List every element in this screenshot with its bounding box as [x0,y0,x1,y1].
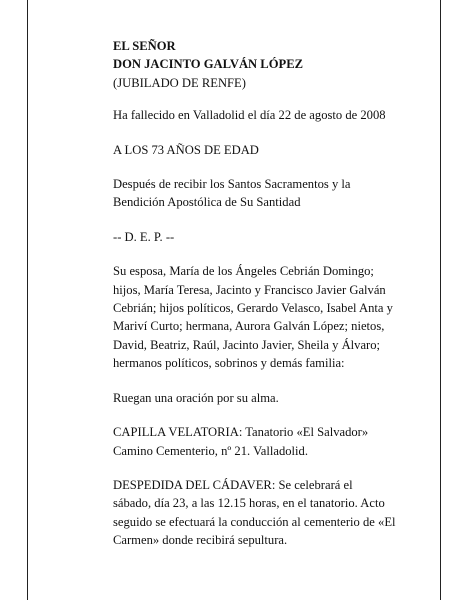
chapel-paragraph [113,423,433,460]
sacraments-line: Bendición Apostólica de Su Santidad [113,195,301,210]
honorific-title: EL SEÑOR [113,39,176,53]
death-notice-paragraph [113,106,433,124]
prayer-line: Ruegan una oración por su alma. [113,390,279,405]
age-line: A LOS 73 AÑOS DE EDAD [113,142,259,157]
rip-line: -- D. E. P. -- [113,229,175,244]
family-line: David, Beatriz, Raúl, Jacinto Javier, Sheila y Álvaro; [113,337,381,352]
deceased-occupation: (JUBILADO DE RENFE) [113,75,246,90]
family-paragraph [113,262,433,372]
sacraments-line: Después de recibir los Santos Sacramentos y la [113,177,351,192]
death-notice-line: Ha fallecido en Valladolid el día 22 de agosto de 2008 [113,108,386,123]
sacraments-paragraph [113,175,433,212]
chapel-line: CAPILLA VELATORIA: Tanatorio «El Salvador» [113,425,369,440]
age-paragraph [113,141,433,159]
family-line: hermanos políticos, sobrinos y demás familia: [113,356,345,371]
obituary-header [113,37,433,92]
family-line: Su esposa, María de los Ángeles Cebrián Domingo; [113,264,374,279]
family-line: hijos, María Teresa, Jacinto y Francisco Javier Galván [113,282,386,297]
left-border-line [27,0,28,600]
rip-paragraph [113,228,433,246]
obituary-notice [113,37,433,566]
family-line: Cebrián; hijos políticos, Gerardo Velasco, Isabel Anta y [113,301,393,316]
farewell-line: seguido se efectuará la conducción al cementerio de «El [113,514,396,529]
farewell-line: DESPEDIDA DEL CÁDAVER: Se celebrará el [113,477,353,492]
prayer-paragraph [113,389,433,407]
farewell-line: Carmen» donde recibirá sepultura. [113,533,288,548]
deceased-name: DON JACINTO GALVÁN LÓPEZ [113,57,303,72]
farewell-paragraph [113,476,433,550]
farewell-line: sábado, día 23, a las 12.15 horas, en el tanatorio. Acto [113,496,385,511]
family-line: Mariví Curto; hermana, Aurora Galván López; nietos, [113,319,385,334]
chapel-line: Camino Cementerio, nº 21. Valladolid. [113,443,308,458]
right-border-line [440,0,441,600]
